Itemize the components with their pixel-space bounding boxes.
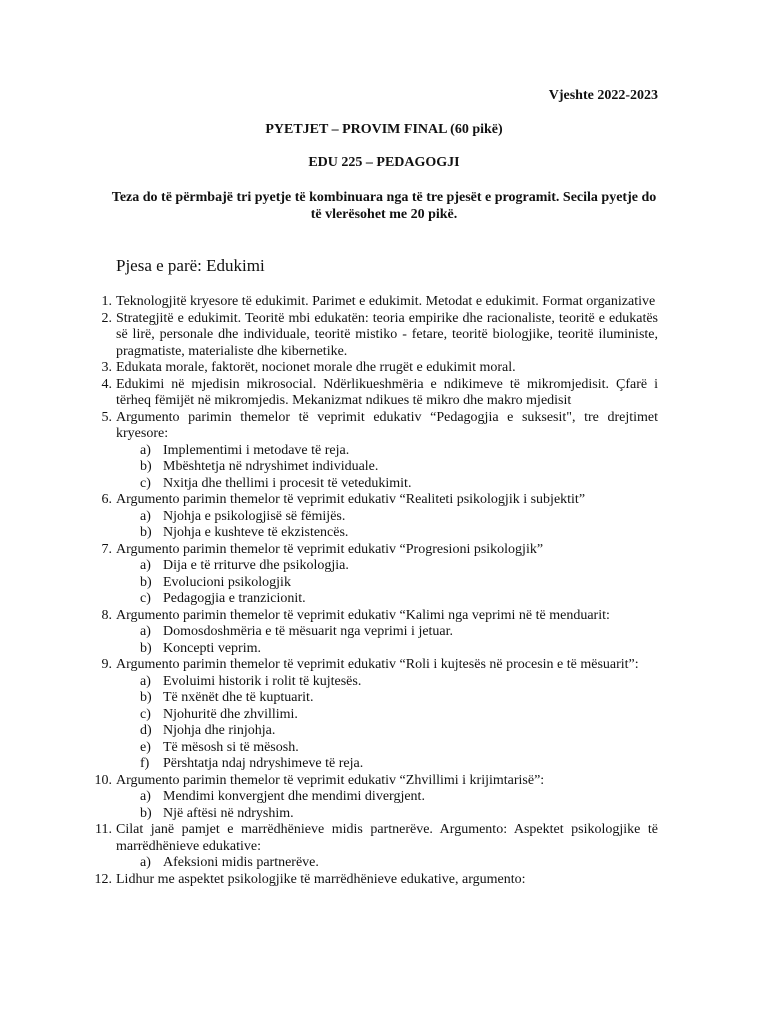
question-number: 5.: [101, 409, 112, 425]
question-text: Argumento parimin themelor të veprimit edukativ “Kalimi nga veprimi në të menduarit:: [116, 607, 610, 623]
question-text: Teknologjitë kryesore të edukimit. Parimet e edukimit. Metodat e edukimit. Format organizative: [116, 294, 656, 309]
subquestion-text: Të mësosh si të mësosh.: [163, 739, 299, 755]
question-item: [90, 542, 658, 608]
question-item: [90, 360, 658, 377]
subquestion-item: [116, 525, 658, 542]
question-item: [90, 872, 658, 889]
subquestion-text: Njohja e kushteve të ekzistencës.: [163, 525, 349, 540]
question-number: 11.: [95, 822, 112, 837]
question-list: [90, 294, 658, 888]
subquestion-item: [116, 707, 658, 724]
subquestion-text: Koncepti veprim.: [163, 640, 261, 656]
question-item: [90, 657, 658, 773]
subquestion-text: Evolucioni psikologjik: [163, 574, 291, 590]
subquestion-item: [116, 855, 658, 872]
subquestion-letter: b): [140, 574, 152, 590]
subquestion-text: Nxitja dhe thellimi i procesit të vetedukimit.: [163, 475, 412, 491]
question-item: [90, 410, 658, 493]
subquestion-item: [116, 591, 658, 608]
subquestion-text: Mbështetja në ndryshimet individuale.: [163, 459, 379, 474]
question-item: [90, 294, 658, 311]
subquestion-letter: b): [140, 459, 152, 474]
subquestion-list: [116, 789, 658, 822]
question-text: Lidhur me aspektet psikologjike të marrëdhënieve edukative, argumento:: [116, 871, 526, 887]
question-item: [90, 822, 658, 872]
question-text: Argumento parimin themelor të veprimit edukativ “Zhvillimi i krijimtarisë”:: [116, 772, 545, 788]
subquestion-letter: b): [140, 525, 152, 540]
question-number: 9.: [101, 657, 112, 672]
subquestion-letter: d): [140, 723, 152, 738]
question-text: Edukata morale, faktorët, nocionet morale dhe rrugët e edukimit moral.: [116, 360, 516, 375]
subquestion-list: [116, 624, 658, 657]
subquestion-list: [116, 855, 658, 872]
subquestion-text: Afeksioni midis partnerëve.: [163, 855, 319, 870]
subquestion-letter: a): [140, 442, 151, 458]
question-number: 10.: [94, 772, 112, 788]
subquestion-item: [116, 756, 658, 773]
question-number: 1.: [101, 294, 112, 309]
subquestion-text: Dija e të rriturve dhe psikologjia.: [163, 558, 349, 573]
exam-title: PYETJET – PROVIM FINAL (60 pikë): [265, 122, 503, 137]
question-number: 8.: [101, 607, 112, 623]
question-number: 7.: [101, 541, 112, 557]
subquestion-item: [116, 476, 658, 493]
subquestion-text: Njohja dhe rinjohja.: [163, 723, 276, 738]
question-number: 12.: [94, 871, 112, 887]
question-number: 2.: [101, 310, 112, 326]
subquestion-letter: c): [140, 706, 151, 722]
subquestion-item: [116, 806, 658, 823]
exam-intro: Teza do të përmbajë tri pyetje të kombinuara nga të tre pjesët e programit. Secila pyetje do të vlerësohet me 20 pikë.: [111, 190, 657, 222]
subquestion-list: [116, 674, 658, 773]
question-text: Cilat janë pamjet e marrëdhënieve midis partnerëve. Argumento: Aspektet psikologjike të marrëdhënieve edukative:: [116, 822, 658, 854]
subquestion-text: Domosdoshmëria e të mësuarit nga veprimi i jetuar.: [163, 624, 454, 639]
question-text: Argumento parimin themelor të veprimit edukativ “Realiteti psikologjik i subjektit”: [116, 492, 586, 507]
subquestion-item: [116, 740, 658, 757]
subquestion-item: [116, 789, 658, 806]
subquestion-item: [116, 641, 658, 658]
question-text: Argumento parimin themelor të veprimit edukativ “Roli i kujtesës në procesin e të mësuarit”:: [116, 657, 639, 672]
subquestion-list: [116, 443, 658, 493]
question-text: Argumento parimin themelor të veprimit edukativ “Pedagogjia e suksesit", tre drejtimet kryesore:: [116, 409, 658, 441]
subquestion-item: [116, 459, 658, 476]
subquestion-text: Njohja e psikologjisë së fëmijës.: [163, 508, 346, 524]
subquestion-letter: e): [140, 739, 151, 755]
subquestion-item: [116, 690, 658, 707]
subquestion-letter: a): [140, 558, 151, 573]
subquestion-item: [116, 509, 658, 526]
subquestion-item: [116, 624, 658, 641]
subquestion-item: [116, 558, 658, 575]
subquestion-letter: a): [140, 624, 151, 639]
subquestion-text: Njohuritë dhe zhvillimi.: [163, 706, 298, 722]
question-item: [90, 608, 658, 658]
subquestion-letter: a): [140, 789, 151, 804]
subquestion-text: Të nxënët dhe të kuptuarit.: [163, 690, 314, 705]
course-title: EDU 225 – PEDAGOGJI: [308, 155, 460, 170]
question-number: 3.: [101, 360, 112, 375]
subquestion-letter: f): [140, 756, 150, 771]
subquestion-letter: a): [140, 673, 151, 689]
subquestion-item: [116, 443, 658, 460]
subquestion-letter: c): [140, 475, 151, 491]
subquestion-text: Mendimi konvergjent dhe mendimi divergjent.: [163, 789, 425, 804]
question-text: Strategjitë e edukimit. Teoritë mbi edukatën: teoria empirike dhe racionaliste, teoritë e edukatës së lirë, personale dhe individuale, teoritë mistiko - fetare, teoritë biologjike, teoritë iluministe, pragmatiste, materialiste dhe kibernetike.: [116, 310, 658, 359]
subquestion-letter: b): [140, 690, 152, 705]
question-item: [90, 311, 658, 361]
question-number: 4.: [101, 376, 112, 392]
question-number: 6.: [101, 492, 112, 507]
subquestion-text: Një aftësi në ndryshim.: [163, 805, 294, 821]
question-item: [90, 492, 658, 542]
subquestion-text: Evoluimi historik i rolit të kujtesës.: [163, 673, 362, 689]
subquestion-text: Implementimi i metodave të reja.: [163, 442, 350, 458]
semester-label: Vjeshte 2022-2023: [548, 88, 658, 103]
subquestion-letter: b): [140, 640, 152, 656]
question-text: Argumento parimin themelor të veprimit edukativ “Progresioni psikologjik”: [116, 541, 544, 557]
subquestion-item: [116, 723, 658, 740]
subquestion-item: [116, 674, 658, 691]
question-text: Edukimi në mjedisin mikrosocial. Ndërlikueshmëria e ndikimeve të mikromjedisit. Çfarë i tërheq fëmijët në mikromjedis. Mekanizmat ndikues të mikro dhe makro mjedisit: [116, 376, 658, 408]
subquestion-letter: a): [140, 855, 151, 870]
section-heading: Pjesa e parë: Edukimi: [116, 256, 265, 275]
subquestion-letter: a): [140, 508, 151, 524]
subquestion-item: [116, 575, 658, 592]
subquestion-text: Pedagogjia e tranzicionit.: [163, 591, 306, 606]
subquestion-list: [116, 509, 658, 542]
subquestion-letter: c): [140, 591, 151, 606]
subquestion-list: [116, 558, 658, 608]
subquestion-letter: b): [140, 805, 152, 821]
question-item: [90, 377, 658, 410]
subquestion-text: Përshtatja ndaj ndryshimeve të reja.: [163, 756, 364, 771]
question-item: [90, 773, 658, 823]
